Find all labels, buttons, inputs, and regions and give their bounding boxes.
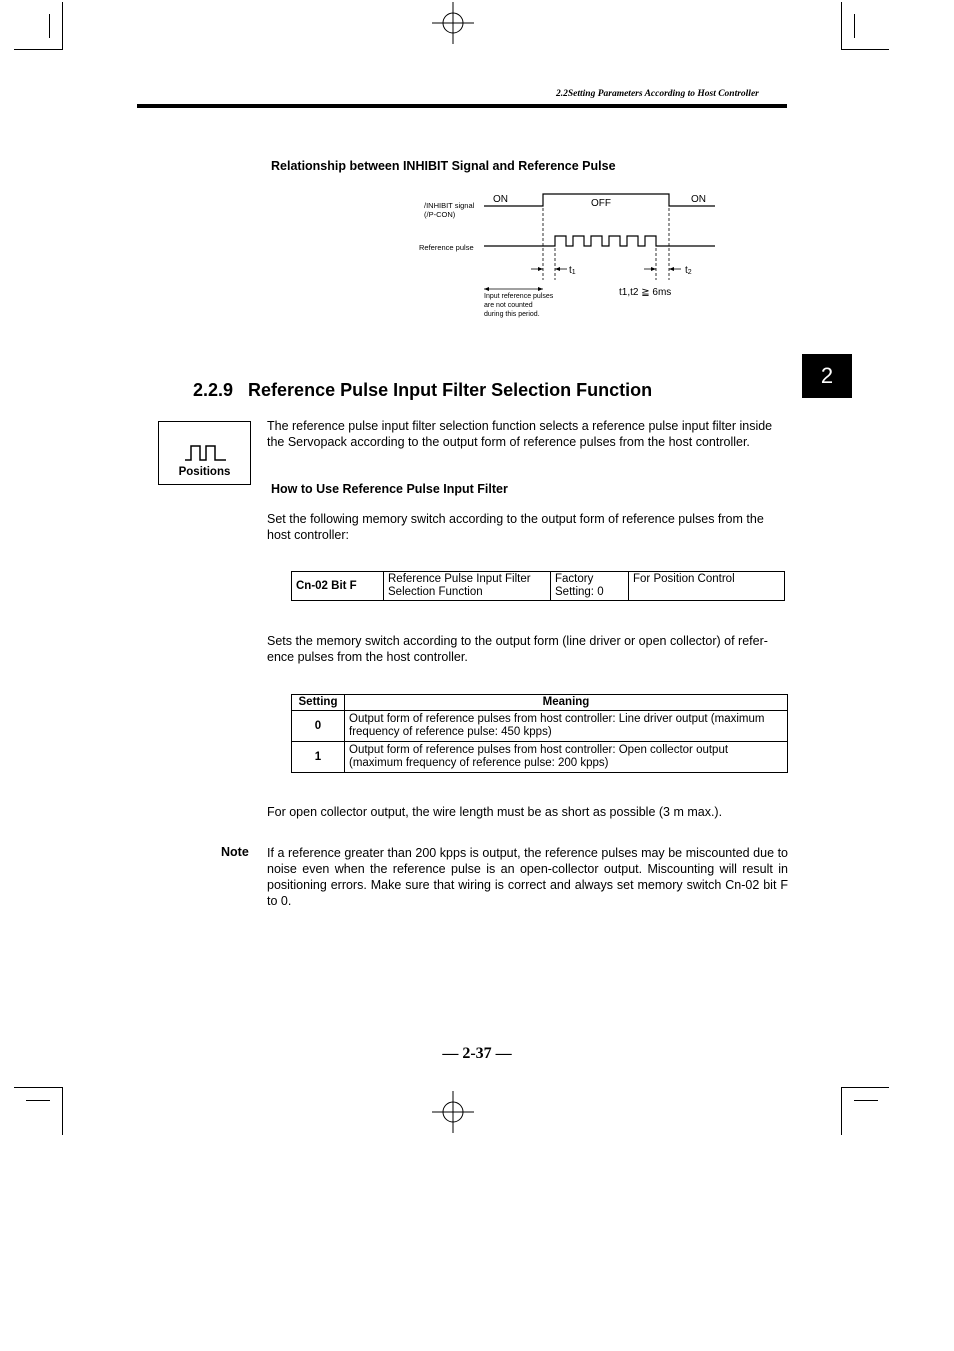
inhibit-section-title: Relationship between INHIBIT Signal and Reference Pulse: [271, 159, 616, 173]
t1-label: t1: [569, 265, 576, 276]
crop-mark-bl-h: [14, 1087, 62, 1088]
setting-value: 0: [292, 711, 345, 742]
on-right-label: ON: [691, 194, 706, 205]
section-title: 2.2.9 Reference Pulse Input Filter Selection Function: [193, 380, 653, 400]
table-header-row: [292, 695, 788, 711]
crop-mark-tr-h: [841, 49, 889, 50]
param-name-cell: Reference Pulse Input Filter Selection Function: [384, 572, 551, 601]
pulse-icon: [184, 444, 228, 462]
setting-value: 1: [292, 742, 345, 773]
crop-mark-tr-v2: [854, 14, 855, 38]
sets-paragraph: Sets the memory switch according to the output form (line driver or open collector) of refer-ence pulses from the host controller.: [267, 634, 768, 664]
parameter-table: [291, 571, 785, 601]
crop-mark-tl-h: [14, 49, 62, 50]
inhibit-signal-sublabel: (/P-CON): [424, 210, 456, 219]
note-paragraph: If a reference greater than 200 kpps is output, the reference pulses may be miscounted due to noise even when the reference pulse is an open-collector output. Miscounting will result in positioning errors. Make sure that wiring is correct and always set memory switch Cn-02 bit F to 0.: [267, 846, 788, 908]
off-label: OFF: [591, 198, 611, 209]
crop-mark-bl-v: [62, 1087, 63, 1135]
positions-icon-box: [158, 421, 251, 485]
param-cell: Cn-02 Bit F: [292, 572, 384, 601]
crop-mark-tl-v: [62, 2, 63, 50]
table-row: [292, 742, 788, 773]
registration-mark-top: [432, 2, 474, 44]
period-note-2: are not counted: [484, 302, 533, 309]
page-number: — 2-37 —: [442, 1045, 512, 1062]
reference-pulse-label: Reference pulse: [419, 243, 474, 252]
setting-meaning: Output form of reference pulses from host controller: Line driver output (maximum frequency of reference pulse: 450 kpps): [345, 711, 788, 742]
crop-mark-br-v: [841, 1087, 842, 1135]
period-note-1: Input reference pulses: [484, 293, 554, 300]
crop-mark-bl-h2: [26, 1100, 50, 1101]
usage-cell: For Position Control: [629, 572, 785, 601]
header-setting: Setting: [292, 695, 345, 711]
howto-paragraph: Set the following memory switch according to the output form of reference pulses from the host controller:: [267, 512, 764, 542]
table-row: [292, 711, 788, 742]
settings-table: [291, 694, 788, 773]
on-left-label: ON: [493, 194, 508, 205]
timing-condition: t1,t2 ≧ 6ms: [619, 287, 672, 298]
setting-meaning: Output form of reference pulses from host controller: Open collector output (maximum frequency of reference pulse: 200 kpps): [345, 742, 788, 773]
registration-mark-bottom: [432, 1091, 474, 1133]
t2-label: t2: [685, 265, 692, 276]
running-header: 2.2Setting Parameters According to Host Controller: [556, 89, 759, 99]
crop-mark-tr-v: [841, 2, 842, 50]
crop-mark-br-h: [841, 1087, 889, 1088]
positions-label: Positions: [178, 466, 231, 478]
factory-setting-cell: Factory Setting: 0: [551, 572, 629, 601]
header-meaning: Meaning: [345, 695, 788, 711]
crop-mark-tl-v2: [49, 14, 50, 38]
intro-paragraph: The reference pulse input filter selection function selects a reference pulse input filter inside the Servopack according to the output form of reference pulses from the host controller.: [267, 419, 773, 449]
header-rule: [137, 104, 787, 108]
chapter-tab: 2: [802, 354, 852, 398]
wire-length-paragraph: For open collector output, the wire length must be as short as possible (3 m max.).: [267, 805, 723, 819]
crop-mark-br-h2: [854, 1100, 878, 1101]
table-row: [292, 572, 785, 601]
inhibit-timing-diagram: [415, 188, 720, 323]
howto-title: How to Use Reference Pulse Input Filter: [271, 482, 508, 496]
reference-pulse-waveform: [484, 236, 715, 246]
inhibit-signal-label: /INHIBIT signal: [424, 201, 475, 210]
period-note-3: during this period.: [484, 311, 540, 318]
note-label: Note: [221, 845, 249, 859]
